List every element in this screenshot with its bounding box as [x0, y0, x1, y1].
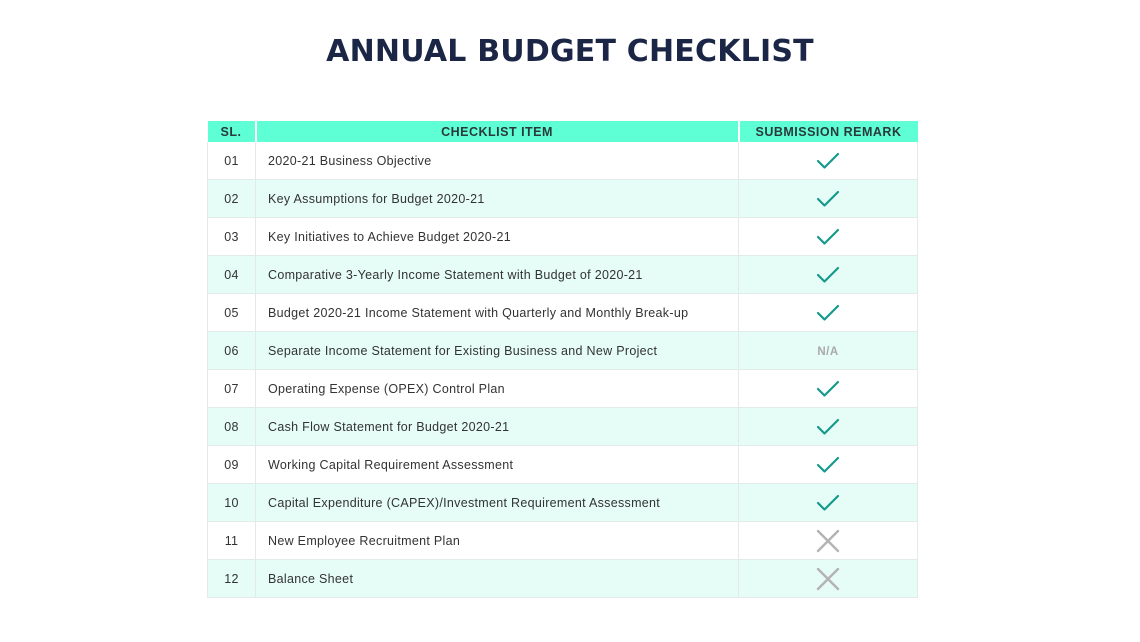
row-checklist-item: Key Assumptions for Budget 2020-21	[256, 180, 739, 218]
table-row	[208, 522, 918, 560]
row-checklist-item: Key Initiatives to Achieve Budget 2020-21	[256, 218, 739, 256]
checkmark-icon	[816, 494, 840, 512]
row-submission-remark	[739, 408, 918, 446]
row-serial-number: 01	[208, 142, 256, 180]
row-checklist-item: Budget 2020-21 Income Statement with Quarterly and Monthly Break-up	[256, 294, 739, 332]
row-serial-number: 06	[208, 332, 256, 370]
row-submission-remark	[739, 446, 918, 484]
row-checklist-item: Balance Sheet	[256, 560, 739, 598]
row-serial-number: 07	[208, 370, 256, 408]
column-header-sl: SL.	[208, 121, 256, 142]
row-serial-number: 10	[208, 484, 256, 522]
table-row	[208, 294, 918, 332]
table-row	[208, 180, 918, 218]
row-serial-number: 04	[208, 256, 256, 294]
row-checklist-item: Operating Expense (OPEX) Control Plan	[256, 370, 739, 408]
row-submission-remark	[739, 332, 918, 370]
table-row	[208, 370, 918, 408]
row-serial-number: 08	[208, 408, 256, 446]
row-checklist-item: 2020-21 Business Objective	[256, 142, 739, 180]
table-row	[208, 142, 918, 180]
table-row	[208, 446, 918, 484]
row-checklist-item: Cash Flow Statement for Budget 2020-21	[256, 408, 739, 446]
row-serial-number: 12	[208, 560, 256, 598]
row-serial-number: 02	[208, 180, 256, 218]
row-serial-number: 05	[208, 294, 256, 332]
checkmark-icon	[816, 304, 840, 322]
row-submission-remark	[739, 142, 918, 180]
checklist-table	[207, 121, 918, 598]
table-row	[208, 218, 918, 256]
cross-icon	[816, 529, 840, 553]
checkmark-icon	[816, 228, 840, 246]
not-applicable-label: N/A	[817, 345, 839, 358]
table-header-row	[208, 121, 918, 142]
row-submission-remark	[739, 180, 918, 218]
row-submission-remark	[739, 256, 918, 294]
table-row	[208, 332, 918, 370]
row-serial-number: 09	[208, 446, 256, 484]
cross-icon	[816, 567, 840, 591]
row-submission-remark	[739, 370, 918, 408]
row-submission-remark	[739, 484, 918, 522]
checkmark-icon	[816, 456, 840, 474]
checkmark-icon	[816, 152, 840, 170]
row-submission-remark	[739, 560, 918, 598]
column-header-submission-remark: SUBMISSION REMARK	[739, 121, 918, 142]
row-checklist-item: Separate Income Statement for Existing Business and New Project	[256, 332, 739, 370]
row-submission-remark	[739, 294, 918, 332]
table-row	[208, 408, 918, 446]
table-row	[208, 484, 918, 522]
checkmark-icon	[816, 266, 840, 284]
row-checklist-item: Working Capital Requirement Assessment	[256, 446, 739, 484]
table-row	[208, 256, 918, 294]
checkmark-icon	[816, 190, 840, 208]
row-serial-number: 03	[208, 218, 256, 256]
checkmark-icon	[816, 380, 840, 398]
page-title: ANNUAL BUDGET CHECKLIST	[326, 34, 814, 69]
row-checklist-item: Capital Expenditure (CAPEX)/Investment Requirement Assessment	[256, 484, 739, 522]
column-header-checklist-item: CHECKLIST ITEM	[256, 121, 739, 142]
row-checklist-item: Comparative 3-Yearly Income Statement with Budget of 2020-21	[256, 256, 739, 294]
row-checklist-item: New Employee Recruitment Plan	[256, 522, 739, 560]
row-submission-remark	[739, 218, 918, 256]
row-serial-number: 11	[208, 522, 256, 560]
row-submission-remark	[739, 522, 918, 560]
checkmark-icon	[816, 418, 840, 436]
table-row	[208, 560, 918, 598]
